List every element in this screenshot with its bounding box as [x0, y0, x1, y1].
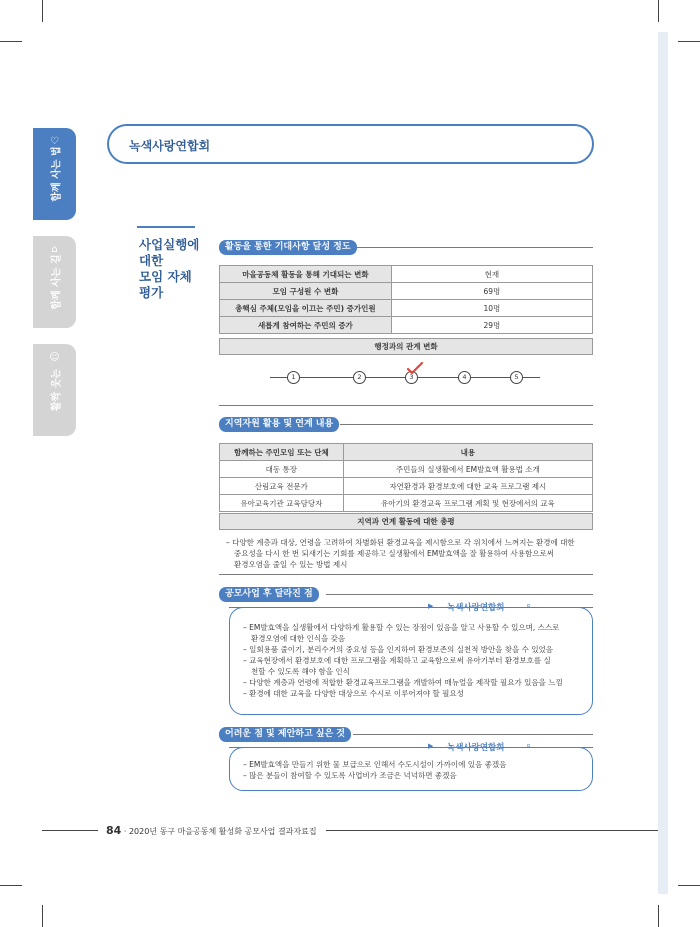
page-number: 84 [106, 824, 122, 837]
list-item: – 많은 분들이 참여할 수 있도록 사업비가 조금은 넉넉하면 좋겠음 [243, 771, 457, 780]
box-head-line [538, 747, 593, 748]
side-tab-1[interactable] [33, 128, 76, 220]
table-row [220, 317, 593, 334]
box-head-line [229, 747, 429, 748]
list-item: – 일회용품 줄이기, 분리수거의 중요성 등을 인지하여 환경보존의 실천적 방안을 찾을 수 있었음 [243, 645, 554, 654]
table-header-cell: 내용 [343, 444, 592, 461]
review-line: 환경오염을 줄일 수 있는 방법 제시 [234, 560, 348, 569]
table-cell: 10명 [391, 300, 592, 317]
table-row [220, 300, 593, 317]
regional-review-text [226, 537, 596, 570]
resources-table [219, 443, 593, 512]
header-pill [107, 124, 594, 164]
table-header-row [220, 444, 593, 461]
rating-dot-4: 4 [458, 371, 471, 384]
section-tag-expectations: 활동을 통한 기대사항 달성 정도 [219, 240, 357, 255]
arrow-icon: ▶ [428, 742, 434, 750]
section-tag-changes: 공모사업 후 달라진 점 [219, 587, 319, 602]
crop-mark [678, 885, 700, 886]
list-item: – EM발효액을 만들기 위한 물 보급으로 인해서 수도시설이 가까이에 있음 좋겠음 [243, 760, 507, 769]
table-row [220, 478, 593, 495]
table-cell: 새롭게 참여하는 주민의 증가 [220, 317, 392, 334]
table-cell: 주민들의 실생활에서 EM발효액 활용법 소개 [343, 461, 592, 478]
smile-icon: ☺ [49, 352, 60, 363]
side-title-line: 사업실행에 [139, 237, 200, 252]
suggestions-box-head [229, 741, 593, 753]
table-cell: 산림교육 전문가 [220, 478, 344, 495]
org-label: 녹색사랑연합회 [447, 603, 505, 613]
page-edge-bar [658, 32, 668, 894]
side-title [139, 237, 219, 301]
table-cell: 마을공동체 활동을 통해 기대되는 변화 [220, 266, 392, 283]
table-cell: 유아기의 환경교육 프로그램 계획 및 현장에서의 교육 [343, 495, 592, 512]
side-title-line: 평가 [139, 285, 164, 300]
side-title-rule [137, 226, 195, 228]
review-line: – 다양한 계층과 대상, 연령을 고려하여 차별화된 환경교육을 제시함으로 각 위치에서 느껴지는 환경에 대한 [226, 538, 575, 547]
section-rule [353, 734, 593, 735]
crop-mark [678, 41, 700, 42]
crop-mark [42, 0, 43, 22]
side-tab-2[interactable] [33, 236, 76, 328]
org-label: 녹색사랑연합회 [447, 743, 505, 753]
section-tag-suggestions: 어려운 점 및 제안하고 싶은 것 [219, 727, 351, 742]
side-tab-3[interactable] [33, 344, 76, 436]
section-tag-resources: 지역자원 활용 및 연계 내용 [219, 417, 339, 432]
section-rule [340, 424, 593, 425]
check-mark-icon [406, 361, 424, 377]
table-cell: 자연환경과 환경보호에 대한 교육 프로그램 제시 [343, 478, 592, 495]
list-item: 환경오염에 대한 인식을 갖음 [251, 634, 346, 643]
section-rule [352, 247, 593, 248]
suggestions-list [243, 759, 588, 781]
section-divider [219, 405, 593, 406]
footer-separator: · [123, 827, 127, 836]
admin-relation-bar: 행정과의 관계 변화 [219, 338, 593, 355]
side-tab-label: 활짝 웃는 [51, 368, 62, 412]
table-cell: 유아교육기관 교육담당자 [220, 495, 344, 512]
heart-icon: ♡ [50, 136, 59, 147]
home-icon: ⌂ [51, 244, 58, 255]
rating-dot-2: 2 [353, 371, 366, 384]
table-cell: 총핵심 주체(모임을 이끄는 주민) 증가인원 [220, 300, 392, 317]
side-tab-label: 함께 사는 길 [51, 254, 62, 310]
rating-dot-3: 3 [405, 371, 418, 384]
footer-rule [42, 830, 98, 831]
side-title-line: 대한 [139, 253, 164, 268]
crop-mark [42, 905, 43, 927]
page-title: 녹색사랑연합회 [129, 139, 211, 153]
section-divider [219, 574, 593, 575]
list-item: – 환경에 대한 교육을 다양한 대상으로 수시로 이루어져야 할 필요성 [243, 689, 464, 698]
crop-mark [0, 885, 22, 886]
page-footer [106, 824, 317, 837]
table-cell: 69명 [391, 283, 592, 300]
footer-rule [326, 830, 658, 831]
side-title-line: 모임 자체 [139, 269, 192, 284]
table-row [220, 461, 593, 478]
section-rule [326, 594, 593, 595]
changes-list [243, 622, 588, 699]
table-cell: 대동 통장 [220, 461, 344, 478]
review-line: 중요성을 다시 한 번 되새기는 기회를 제공하고 실생활에서 EM발효액을 잘 활용하여 사용함으로써 [234, 549, 554, 558]
table-row [220, 283, 593, 300]
footer-title: 2020년 동구 마을공동체 활성화 공모사업 결과자료집 [128, 827, 317, 836]
rating-dot-5: 5 [510, 371, 523, 384]
table-cell: 현재 [391, 266, 592, 283]
regional-review-bar: 지역과 연계 활동에 대한 총평 [219, 513, 593, 530]
changes-box-head [229, 601, 593, 613]
crop-mark [658, 0, 659, 22]
table-row [220, 495, 593, 512]
rating-dot-1: 1 [287, 371, 300, 384]
box-head-line [538, 607, 593, 608]
list-item: – 다양한 계층과 연령에 적합한 환경교육프로그램을 개발하여 매뉴얼을 제작할 필요가 있음을 느낌 [243, 678, 563, 687]
table-cell: 모임 구성원 수 변화 [220, 283, 392, 300]
box-head-line [229, 607, 429, 608]
table-row [220, 266, 593, 283]
crop-mark [0, 41, 22, 42]
search-icon: ⌕ [526, 601, 532, 611]
list-item: – 교육현장에서 환경보호에 대한 프로그램을 계획하고 교육함으로써 유아기부터 환경보호를 실 [243, 656, 551, 665]
table-cell: 29명 [391, 317, 592, 334]
side-tab-label: 함께 사는 법 [51, 146, 62, 202]
list-item: – EM발효액을 실생활에서 다양하게 활용할 수 있는 장점이 있음을 알고 사용할 수 있으며, 스스로 [243, 623, 560, 632]
search-icon: ⌕ [526, 741, 532, 751]
expectations-table [219, 265, 593, 334]
arrow-icon: ▶ [428, 602, 434, 610]
crop-mark [658, 905, 659, 927]
table-header-cell: 함께하는 주민모임 또는 단체 [220, 444, 344, 461]
list-item: 천할 수 있도록 해야 함을 인식 [251, 667, 350, 676]
